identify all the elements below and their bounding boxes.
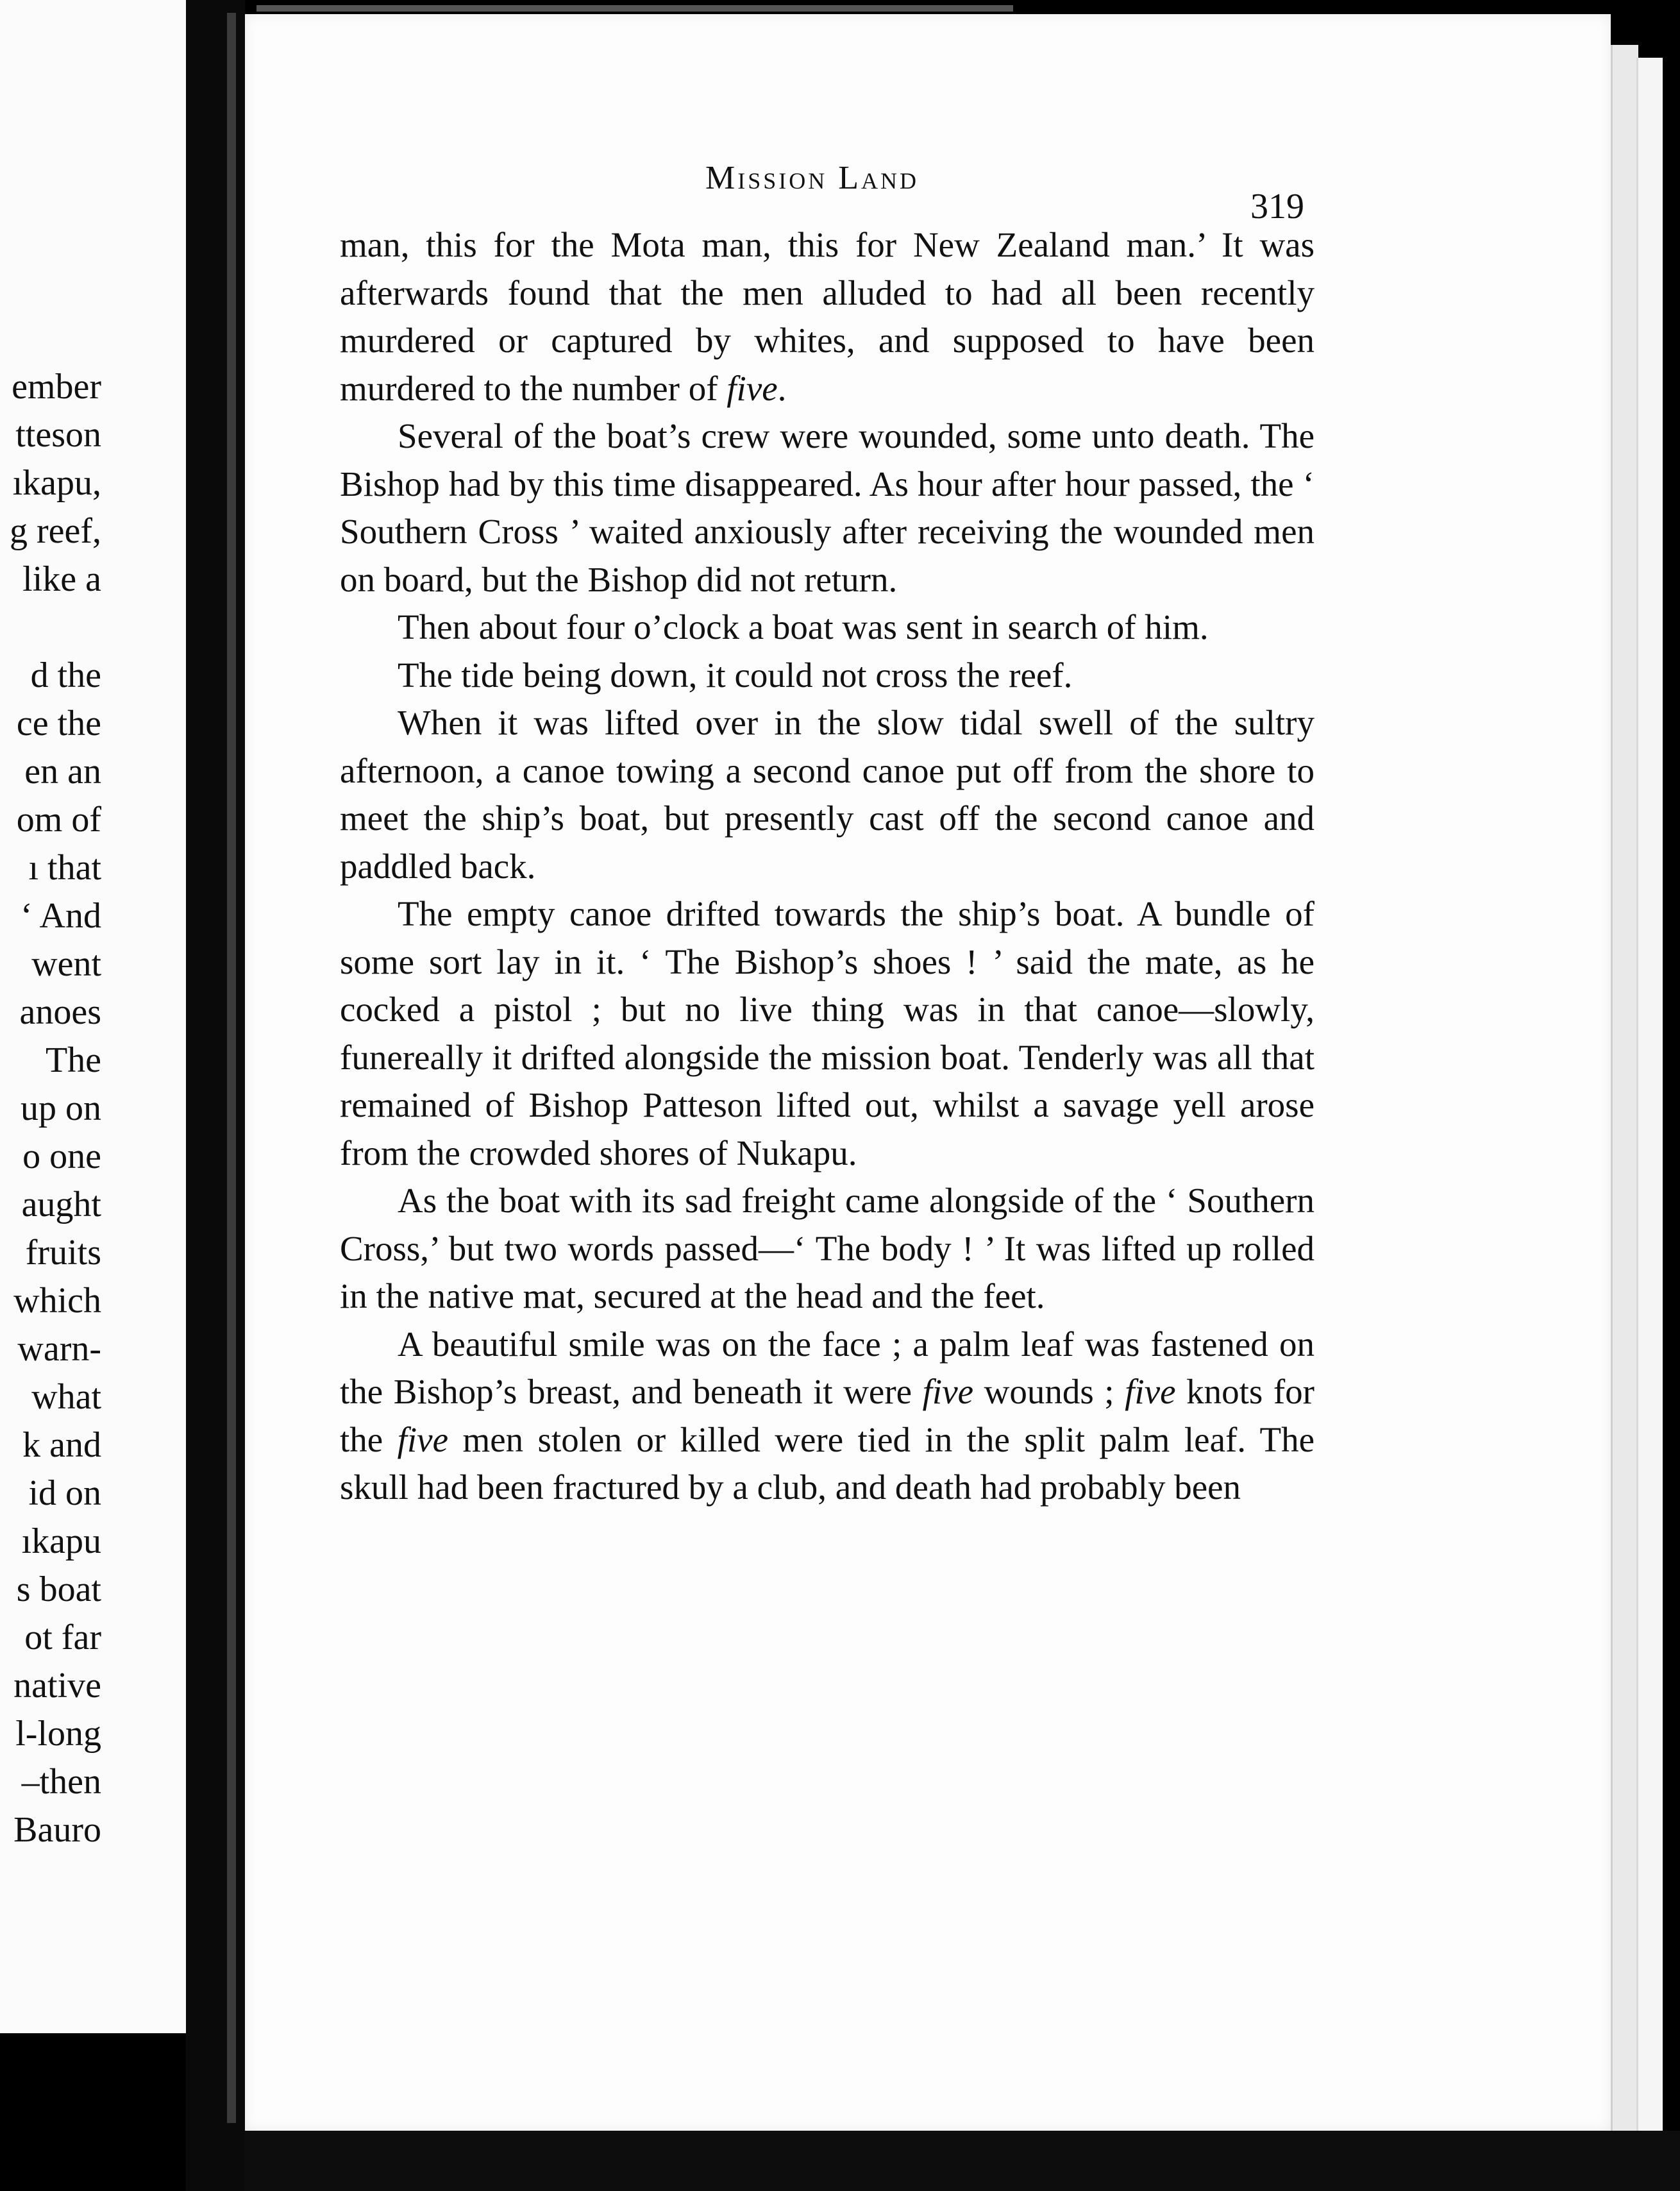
paragraph: Several of the boat’s crew were wounded, some unto death. The Bishop had by this time disappeared. As hour after hour passed, the ‘ Southern Cross ’ waited anxiously after receiving the wounded men on board, but the Bishop did not return. xyxy=(340,416,1315,599)
left-page-fragment: d the xyxy=(30,656,101,695)
left-page-fragment: which xyxy=(13,1281,101,1321)
left-page-fragment: ıkapu, xyxy=(12,463,101,503)
left-page-fragment: id on xyxy=(28,1473,101,1513)
paragraph: When it was lifted over in the slow tidal swell of the sultry afternoon, a canoe towing a second canoe put off from the shore to meet the ship’s boat, but presently cast off the second canoe and paddled back. xyxy=(340,703,1315,886)
left-page-fragment: g reef, xyxy=(9,511,101,551)
left-page-fragment: went xyxy=(31,944,101,984)
paragraph: As the boat with its sad freight came alongside of the ‘ Southern Cross,’ but two words passed—‘ The body ! ’ It was lifted up rolled in the native mat, secured at the head and the feet. xyxy=(340,1181,1315,1315)
left-page-fragment: k and xyxy=(22,1425,101,1465)
left-page-fragment: ot far xyxy=(24,1618,101,1657)
left-facing-page xyxy=(0,0,190,2033)
gutter-shadow xyxy=(227,13,236,2123)
left-page-fragment: ıkapu xyxy=(21,1521,101,1561)
left-page-fragment: om of xyxy=(16,800,101,840)
bottom-edge-shadow xyxy=(245,2131,1680,2191)
book-gutter xyxy=(186,0,245,2191)
page-edge xyxy=(1611,45,1638,2136)
left-page-fragment: Bauro xyxy=(13,1810,101,1850)
left-page-fragment: tteson xyxy=(15,415,101,455)
left-page-fragment: l-long xyxy=(15,1714,101,1754)
left-page-fragment: aught xyxy=(21,1185,101,1224)
left-page-fragment: what xyxy=(31,1377,101,1417)
left-page-fragment: warn- xyxy=(17,1329,101,1369)
left-page-fragment: ı that xyxy=(28,848,101,888)
running-title: Mission Land xyxy=(705,160,920,196)
left-page-fragment: s boat xyxy=(16,1569,101,1609)
paragraph: A beautiful smile was on the face ; a palm leaf was fastened on the Bishop’s breast, and beneath it were five wounds ; five knots for the five men stolen or killed were tied in the split palm leaf. The skull had been fractured by a club, and death had probably been xyxy=(340,1324,1315,1507)
left-page-fragment: –then xyxy=(21,1762,101,1802)
paragraph: The empty canoe drifted towards the ship’s boat. A bundle of some sort lay in it. ‘ The Bishop’s shoes ! ’ said the mate, as he cocked a pistol ; but no live thing was in that canoe—slowly, funereally it drifted alongside the mission boat. Tenderly was all that remained of Bishop Patteson lifted out, whilst a savage yell arose from the crowded shores of Nukapu. xyxy=(340,894,1315,1172)
left-page-fragment: o one xyxy=(22,1137,101,1176)
left-page-fragment: en an xyxy=(24,752,101,791)
left-page-fragment: anoes xyxy=(19,992,101,1032)
left-page-fragment: native xyxy=(13,1666,101,1705)
left-page-fragment: up on xyxy=(21,1088,101,1128)
left-page-fragment: ce the xyxy=(16,704,101,743)
page-number: 319 xyxy=(1250,187,1304,226)
left-page-fragment: like a xyxy=(22,559,101,599)
page-edge-outer xyxy=(1636,58,1663,2142)
paragraph: The tide being down, it could not cross the reef. xyxy=(398,655,1073,695)
body-text xyxy=(340,221,1315,1512)
left-page-fragment: fruits xyxy=(25,1233,101,1273)
top-edge-rule xyxy=(256,5,1013,12)
left-page-fragment: The xyxy=(45,1040,101,1080)
paragraph: Then about four o’clock a boat was sent in search of him. xyxy=(398,607,1209,647)
left-page-fragment: ‘ And xyxy=(21,896,101,936)
paragraph: man, this for the Mota man, this for New Zealand man.’ It was afterwards found that the men alluded to had all been recently murdered or captured by whites, and supposed to have been murdered to the number of five. xyxy=(340,225,1315,408)
left-page-fragment: ember xyxy=(12,367,101,407)
